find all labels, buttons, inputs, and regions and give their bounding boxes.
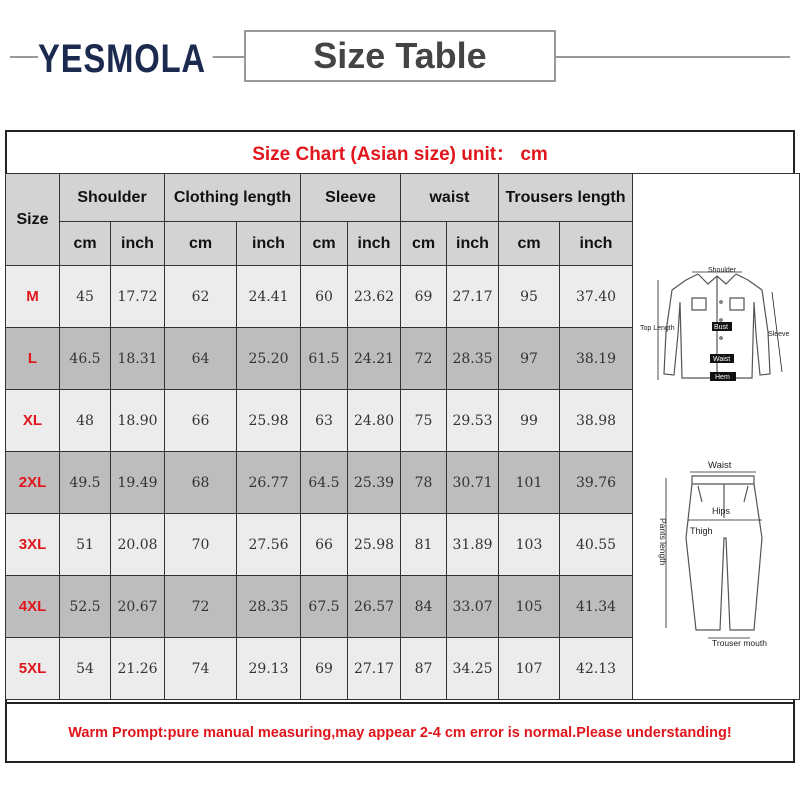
table-cell: 24.41 xyxy=(237,266,301,328)
table-cell: 66 xyxy=(301,514,348,576)
table-cell: 38.98 xyxy=(560,390,633,452)
table-cell: 38.19 xyxy=(560,328,633,390)
shirt-bust-label: Bust xyxy=(714,324,729,331)
shirt-diagram xyxy=(638,262,795,387)
table-cell: 64 xyxy=(165,328,237,390)
size-label: 5XL xyxy=(6,638,60,700)
table-cell: 95 xyxy=(499,266,560,328)
table-cell: 21.26 xyxy=(111,638,165,700)
size-chart-title: Size Chart (Asian size) unit： cm xyxy=(252,143,548,165)
unit-header: inch xyxy=(111,222,165,266)
table-cell: 30.71 xyxy=(447,452,499,514)
table-cell: 27.17 xyxy=(447,266,499,328)
table-cell: 23.62 xyxy=(348,266,401,328)
table-cell: 45 xyxy=(60,266,111,328)
table-cell: 20.67 xyxy=(111,576,165,638)
table-cell: 20.08 xyxy=(111,514,165,576)
table-cell: 25.98 xyxy=(237,390,301,452)
unit-header: cm xyxy=(165,222,237,266)
table-cell: 64.5 xyxy=(301,452,348,514)
table-cell: 34.25 xyxy=(447,638,499,700)
table-cell: 26.57 xyxy=(348,576,401,638)
table-cell: 17.72 xyxy=(111,266,165,328)
size-label: L xyxy=(6,328,60,390)
table-cell: 40.55 xyxy=(560,514,633,576)
table-cell: 26.77 xyxy=(237,452,301,514)
table-cell: 29.53 xyxy=(447,390,499,452)
warm-prompt-note: Warm Prompt:pure manual measuring,may appear 2-4 cm error is normal.Please understanding! xyxy=(5,702,795,762)
table-cell: 18.90 xyxy=(111,390,165,452)
unit-header: inch xyxy=(447,222,499,266)
table-cell: 33.07 xyxy=(447,576,499,638)
table-cell: 87 xyxy=(401,638,447,700)
table-cell: 25.98 xyxy=(348,514,401,576)
table-cell: 25.39 xyxy=(348,452,401,514)
unit-header: cm xyxy=(60,222,111,266)
table-cell: 70 xyxy=(165,514,237,576)
pants-thigh-label: Thigh xyxy=(690,526,713,536)
table-cell: 46.5 xyxy=(60,328,111,390)
table-cell: 51 xyxy=(60,514,111,576)
size-label: 4XL xyxy=(6,576,60,638)
table-cell: 39.76 xyxy=(560,452,633,514)
unit-header: inch xyxy=(237,222,301,266)
unit-header: cm xyxy=(499,222,560,266)
group-header: Sleeve xyxy=(301,174,401,222)
table-cell: 67.5 xyxy=(301,576,348,638)
table-cell: 27.56 xyxy=(237,514,301,576)
page-title-box xyxy=(244,30,556,82)
table-cell: 105 xyxy=(499,576,560,638)
table-cell: 18.31 xyxy=(111,328,165,390)
table-cell: 48 xyxy=(60,390,111,452)
size-label: M xyxy=(6,266,60,328)
group-header: Shoulder xyxy=(60,174,165,222)
brand-logo: YESMOLA xyxy=(38,36,212,82)
table-cell: 75 xyxy=(401,390,447,452)
table-cell: 101 xyxy=(499,452,560,514)
table-cell: 72 xyxy=(401,328,447,390)
table-cell: 63 xyxy=(301,390,348,452)
size-label: XL xyxy=(6,390,60,452)
group-header: Clothing length xyxy=(165,174,301,222)
table-cell: 41.34 xyxy=(560,576,633,638)
table-cell: 72 xyxy=(165,576,237,638)
table-cell: 84 xyxy=(401,576,447,638)
unit-header: cm xyxy=(301,222,348,266)
pants-diagram xyxy=(656,458,786,650)
page-title: Size Table xyxy=(313,35,487,76)
table-cell: 49.5 xyxy=(60,452,111,514)
table-cell: 61.5 xyxy=(301,328,348,390)
pants-length-label: Pants length xyxy=(658,518,668,566)
table-cell: 29.13 xyxy=(237,638,301,700)
shirt-top-length-label: Top Length xyxy=(640,325,675,332)
pants-trouser-mouth-label: Trouser mouth xyxy=(712,638,767,648)
table-cell: 97 xyxy=(499,328,560,390)
table-cell: 69 xyxy=(301,638,348,700)
unit-header: inch xyxy=(348,222,401,266)
table-cell: 28.35 xyxy=(447,328,499,390)
table-cell: 24.80 xyxy=(348,390,401,452)
table-cell: 66 xyxy=(165,390,237,452)
table-cell: 24.21 xyxy=(348,328,401,390)
table-cell: 19.49 xyxy=(111,452,165,514)
table-cell: 68 xyxy=(165,452,237,514)
unit-header: cm xyxy=(401,222,447,266)
table-cell: 62 xyxy=(165,266,237,328)
table-cell: 54 xyxy=(60,638,111,700)
size-label: 2XL xyxy=(6,452,60,514)
shirt-shoulder-label: Shoulder xyxy=(708,267,737,274)
shirt-waist-label: Waist xyxy=(713,356,731,363)
table-cell: 81 xyxy=(401,514,447,576)
table-cell: 28.35 xyxy=(237,576,301,638)
table-cell: 74 xyxy=(165,638,237,700)
size-label: 3XL xyxy=(6,514,60,576)
size-header: Size xyxy=(6,174,60,266)
table-cell: 60 xyxy=(301,266,348,328)
shirt-sleeve-label: Sleeve xyxy=(768,331,790,338)
header-rule-right xyxy=(556,56,790,58)
table-cell: 107 xyxy=(499,638,560,700)
unit-header: inch xyxy=(560,222,633,266)
pants-waist-label: Waist xyxy=(708,460,732,471)
table-cell: 103 xyxy=(499,514,560,576)
table-cell: 52.5 xyxy=(60,576,111,638)
table-cell: 27.17 xyxy=(348,638,401,700)
pants-hips-label: Hips xyxy=(712,506,731,516)
table-cell: 99 xyxy=(499,390,560,452)
table-cell: 78 xyxy=(401,452,447,514)
table-cell: 31.89 xyxy=(447,514,499,576)
table-cell: 37.40 xyxy=(560,266,633,328)
group-header: waist xyxy=(401,174,499,222)
group-header: Trousers length xyxy=(499,174,633,222)
table-cell: 42.13 xyxy=(560,638,633,700)
table-cell: 25.20 xyxy=(237,328,301,390)
shirt-hem-label: Hem xyxy=(715,374,730,381)
table-cell: 69 xyxy=(401,266,447,328)
